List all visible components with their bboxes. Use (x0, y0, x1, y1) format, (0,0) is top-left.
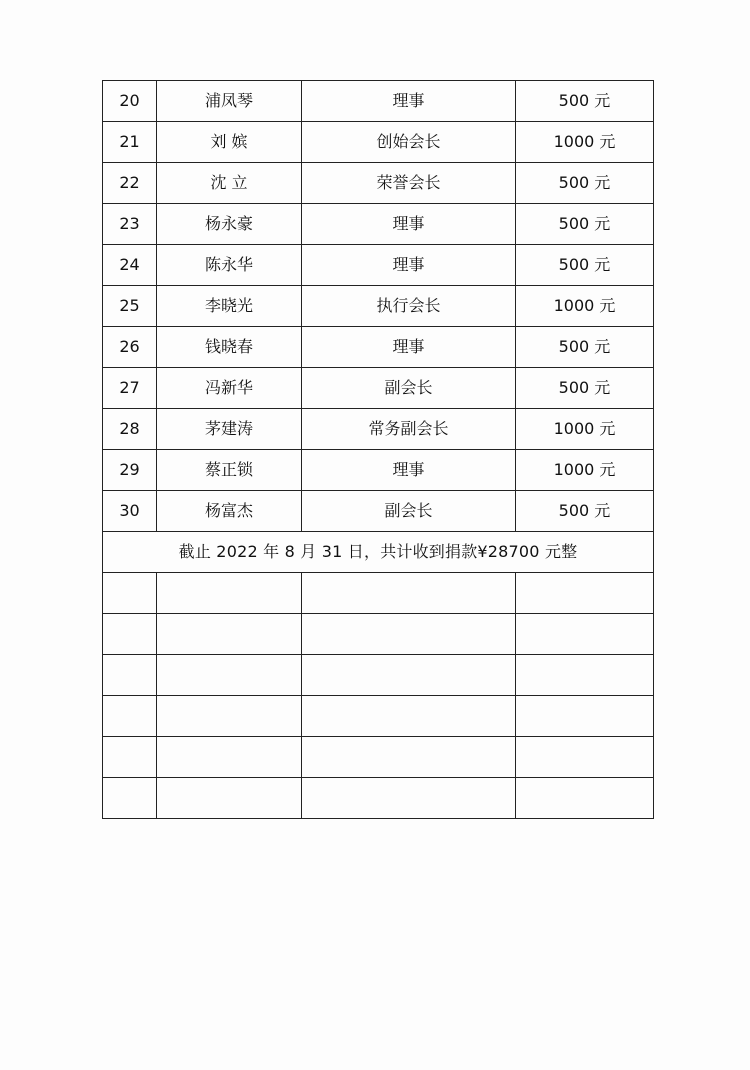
empty-cell (516, 737, 654, 778)
donation-amount: 1000 元 (516, 122, 654, 163)
empty-cell (157, 737, 302, 778)
donation-amount: 500 元 (516, 491, 654, 532)
donation-amount: 500 元 (516, 81, 654, 122)
donor-role: 执行会长 (302, 286, 516, 327)
donation-amount: 500 元 (516, 245, 654, 286)
empty-cell (103, 655, 157, 696)
table-row (103, 450, 654, 491)
empty-table-row (103, 614, 654, 655)
empty-table-row (103, 737, 654, 778)
row-number: 20 (103, 81, 157, 122)
row-number: 27 (103, 368, 157, 409)
donor-name: 钱晓春 (157, 327, 302, 368)
donor-role: 理事 (302, 81, 516, 122)
empty-cell (103, 737, 157, 778)
table-row (103, 163, 654, 204)
donor-name: 茅建涛 (157, 409, 302, 450)
empty-table-row (103, 778, 654, 819)
empty-cell (157, 696, 302, 737)
table-row (103, 81, 654, 122)
empty-cell (103, 696, 157, 737)
donation-amount: 500 元 (516, 204, 654, 245)
donor-role: 创始会长 (302, 122, 516, 163)
donor-name: 陈永华 (157, 245, 302, 286)
empty-cell (302, 737, 516, 778)
donation-amount: 1000 元 (516, 450, 654, 491)
empty-cell (157, 778, 302, 819)
donor-name: 杨富杰 (157, 491, 302, 532)
donation-amount: 500 元 (516, 163, 654, 204)
empty-cell (103, 573, 157, 614)
donor-role: 副会长 (302, 368, 516, 409)
donor-name: 沈 立 (157, 163, 302, 204)
empty-cell (103, 778, 157, 819)
donor-role: 荣誉会长 (302, 163, 516, 204)
donor-name: 浦凤琴 (157, 81, 302, 122)
empty-cell (516, 778, 654, 819)
table-row (103, 245, 654, 286)
empty-cell (302, 573, 516, 614)
donor-name: 冯新华 (157, 368, 302, 409)
table-row (103, 122, 654, 163)
empty-cell (302, 655, 516, 696)
empty-cell (302, 614, 516, 655)
donor-name: 李晓光 (157, 286, 302, 327)
table-row (103, 491, 654, 532)
empty-table-row (103, 696, 654, 737)
empty-cell (516, 573, 654, 614)
donor-name: 杨永豪 (157, 204, 302, 245)
empty-cell (103, 614, 157, 655)
row-number: 25 (103, 286, 157, 327)
row-number: 26 (103, 327, 157, 368)
row-number: 29 (103, 450, 157, 491)
table-row (103, 327, 654, 368)
donor-role: 理事 (302, 450, 516, 491)
donation-amount: 500 元 (516, 327, 654, 368)
empty-cell (302, 778, 516, 819)
empty-table-row (103, 573, 654, 614)
empty-cell (516, 655, 654, 696)
summary-row (103, 532, 654, 573)
row-number: 30 (103, 491, 157, 532)
donation-table (102, 80, 654, 819)
table-row (103, 286, 654, 327)
donation-amount: 500 元 (516, 368, 654, 409)
row-number: 28 (103, 409, 157, 450)
row-number: 23 (103, 204, 157, 245)
table-row (103, 409, 654, 450)
donation-amount: 1000 元 (516, 286, 654, 327)
empty-cell (157, 614, 302, 655)
empty-cell (157, 573, 302, 614)
table-row (103, 204, 654, 245)
empty-cell (516, 614, 654, 655)
table-row (103, 368, 654, 409)
donor-name: 蔡正锁 (157, 450, 302, 491)
row-number: 21 (103, 122, 157, 163)
donor-role: 理事 (302, 245, 516, 286)
empty-cell (157, 655, 302, 696)
empty-table-row (103, 655, 654, 696)
donation-table-body (103, 81, 654, 819)
donor-name: 刘 嫔 (157, 122, 302, 163)
empty-cell (302, 696, 516, 737)
donor-role: 常务副会长 (302, 409, 516, 450)
donation-total-summary: 截止 2022 年 8 月 31 日，共计收到捐款¥28700 元整 (103, 532, 654, 573)
donor-role: 副会长 (302, 491, 516, 532)
donor-role: 理事 (302, 327, 516, 368)
row-number: 22 (103, 163, 157, 204)
donation-amount: 1000 元 (516, 409, 654, 450)
empty-cell (516, 696, 654, 737)
row-number: 24 (103, 245, 157, 286)
donor-role: 理事 (302, 204, 516, 245)
